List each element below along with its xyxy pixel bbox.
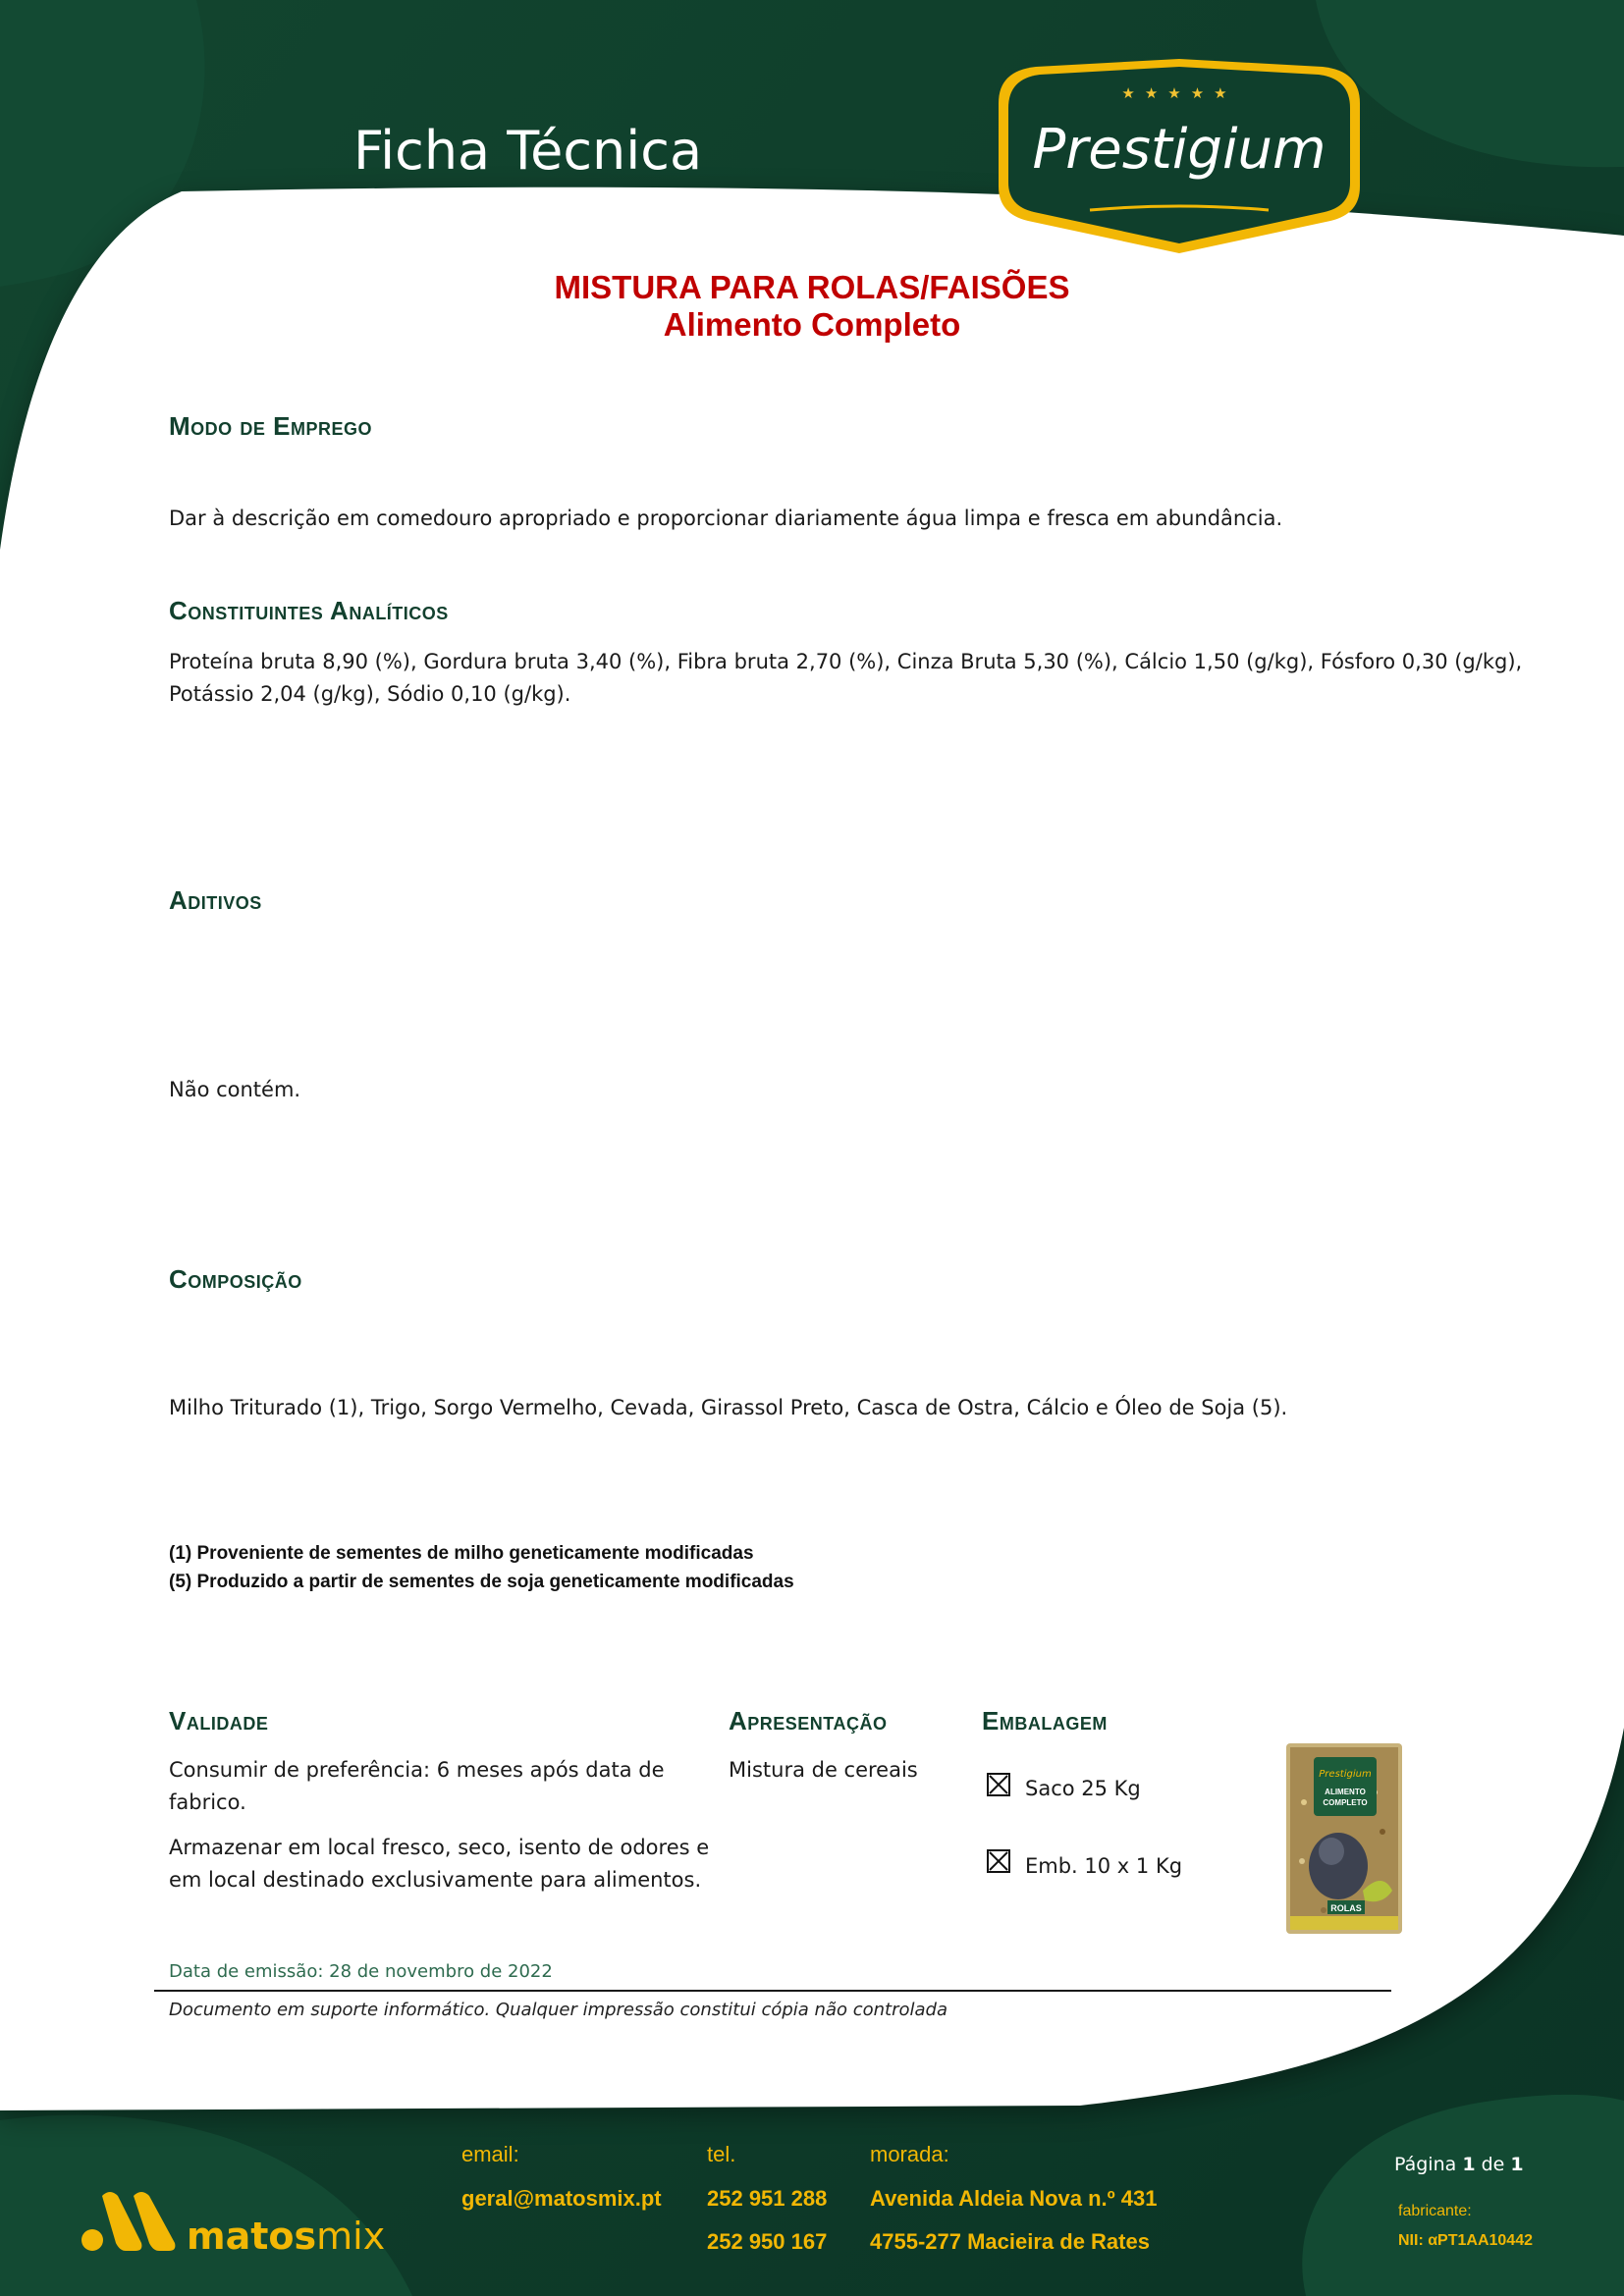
section-heading-constituintes: Constituintes Analíticos bbox=[169, 596, 449, 625]
product-package-image bbox=[1284, 1743, 1404, 1934]
check-x-icon bbox=[989, 1775, 1008, 1794]
constituintes-line-2: Potássio 2,04 (g/kg), Sódio 0,10 (g/kg). bbox=[169, 682, 571, 706]
svg-text:COMPLETO: COMPLETO bbox=[1323, 1798, 1368, 1807]
section-heading-modo: Modo de Emprego bbox=[169, 411, 372, 441]
validade-p1-line-1: Consumir de preferência: 6 meses após data de bbox=[169, 1758, 665, 1782]
fabricante-label: fabricante: bbox=[1398, 2203, 1472, 2219]
section-heading-aditivos: Aditivos bbox=[169, 885, 262, 915]
nii-code: NII: αPT1AA10442 bbox=[1398, 2232, 1533, 2249]
section-heading-validade: Validade bbox=[169, 1706, 269, 1735]
matosmix-logo-icon bbox=[81, 2188, 179, 2253]
product-subtitle: Alimento Completo bbox=[663, 306, 961, 343]
footer-tel-label: tel. bbox=[707, 2142, 736, 2166]
section-heading-composicao: Composição bbox=[169, 1264, 302, 1294]
composicao-text: Milho Triturado (1), Trigo, Sorgo Vermelho, Cevada, Girassol Preto, Casca de Ostra, Cálcio e Óleo de Soja (5). bbox=[169, 1396, 1288, 1419]
divider bbox=[154, 1990, 1391, 1992]
page-word: Página bbox=[1394, 2154, 1457, 2175]
emission-date: Data de emissão: 28 de novembro de 2022 bbox=[169, 1961, 553, 1982]
footer-tel-2: 252 950 167 bbox=[707, 2229, 828, 2254]
validade-p1-line-2: fabrico. bbox=[169, 1790, 246, 1814]
footer-morada-label: morada: bbox=[870, 2142, 949, 2166]
section-heading-apresentacao: Apresentação bbox=[729, 1706, 888, 1735]
product-name: MISTURA PARA ROLAS/FAISÕES bbox=[554, 269, 1070, 305]
note-1: (1) Proveniente de sementes de milho geneticamente modificadas bbox=[169, 1543, 754, 1564]
footer-address-1: Avenida Aldeia Nova n.º 431 bbox=[870, 2186, 1158, 2211]
footer-address-2: 4755-277 Macieira de Rates bbox=[870, 2229, 1150, 2254]
page-total: 1 bbox=[1510, 2154, 1524, 2175]
footer-tel-1: 252 951 288 bbox=[707, 2186, 828, 2211]
svg-text:Prestigium: Prestigium bbox=[1319, 1769, 1372, 1780]
svg-text:ROLAS: ROLAS bbox=[1330, 1903, 1362, 1913]
logo-bold: matos bbox=[187, 2215, 317, 2258]
checkbox-saco-25kg[interactable] bbox=[987, 1773, 1010, 1796]
validade-p2-line-2: em local destinado exclusivamente para alimentos. bbox=[169, 1868, 702, 1892]
footer-email-link[interactable]: geral@matosmix.pt bbox=[461, 2186, 662, 2211]
document-title: Ficha Técnica bbox=[353, 120, 703, 182]
embalagem-option-1-label: Saco 25 Kg bbox=[1025, 1777, 1141, 1800]
aditivos-text: Não contém. bbox=[169, 1078, 301, 1101]
check-x-icon bbox=[989, 1851, 1008, 1871]
section-heading-embalagem: Embalagem bbox=[982, 1706, 1108, 1735]
logo-light: mix bbox=[316, 2215, 386, 2258]
rating-stars: ★★★★★ bbox=[1121, 84, 1237, 102]
disclaimer: Documento em suporte informático. Qualquer impressão constitui cópia não controlada bbox=[169, 2000, 948, 2020]
matosmix-logo-text bbox=[187, 2215, 385, 2258]
page-current: 1 bbox=[1462, 2154, 1476, 2175]
apresentacao-text: Mistura de cereais bbox=[729, 1758, 918, 1782]
modo-text: Dar à descrição em comedouro apropriado e proporcionar diariamente água limpa e fresca em abundância. bbox=[169, 507, 1283, 530]
svg-text:ALIMENTO: ALIMENTO bbox=[1325, 1788, 1366, 1796]
checkbox-emb-10x1kg[interactable] bbox=[987, 1849, 1010, 1873]
validade-p2-line-1: Armazenar em local fresco, seco, isento de odores e bbox=[169, 1836, 710, 1859]
page-of: de bbox=[1481, 2154, 1505, 2175]
brand-name: Prestigium bbox=[1032, 118, 1326, 182]
embalagem-option-2-label: Emb. 10 x 1 Kg bbox=[1025, 1854, 1183, 1878]
note-5: (5) Produzido a partir de sementes de soja geneticamente modificadas bbox=[169, 1572, 794, 1592]
constituintes-line-1: Proteína bruta 8,90 (%), Gordura bruta 3,40 (%), Fibra bruta 2,70 (%), Cinza Bruta 5,30 (%), Cálcio 1,50 (g/kg), Fósforo 0,30 (g/kg), bbox=[169, 650, 1523, 673]
page-indicator bbox=[1394, 2154, 1524, 2175]
footer-email-label: email: bbox=[461, 2142, 519, 2166]
